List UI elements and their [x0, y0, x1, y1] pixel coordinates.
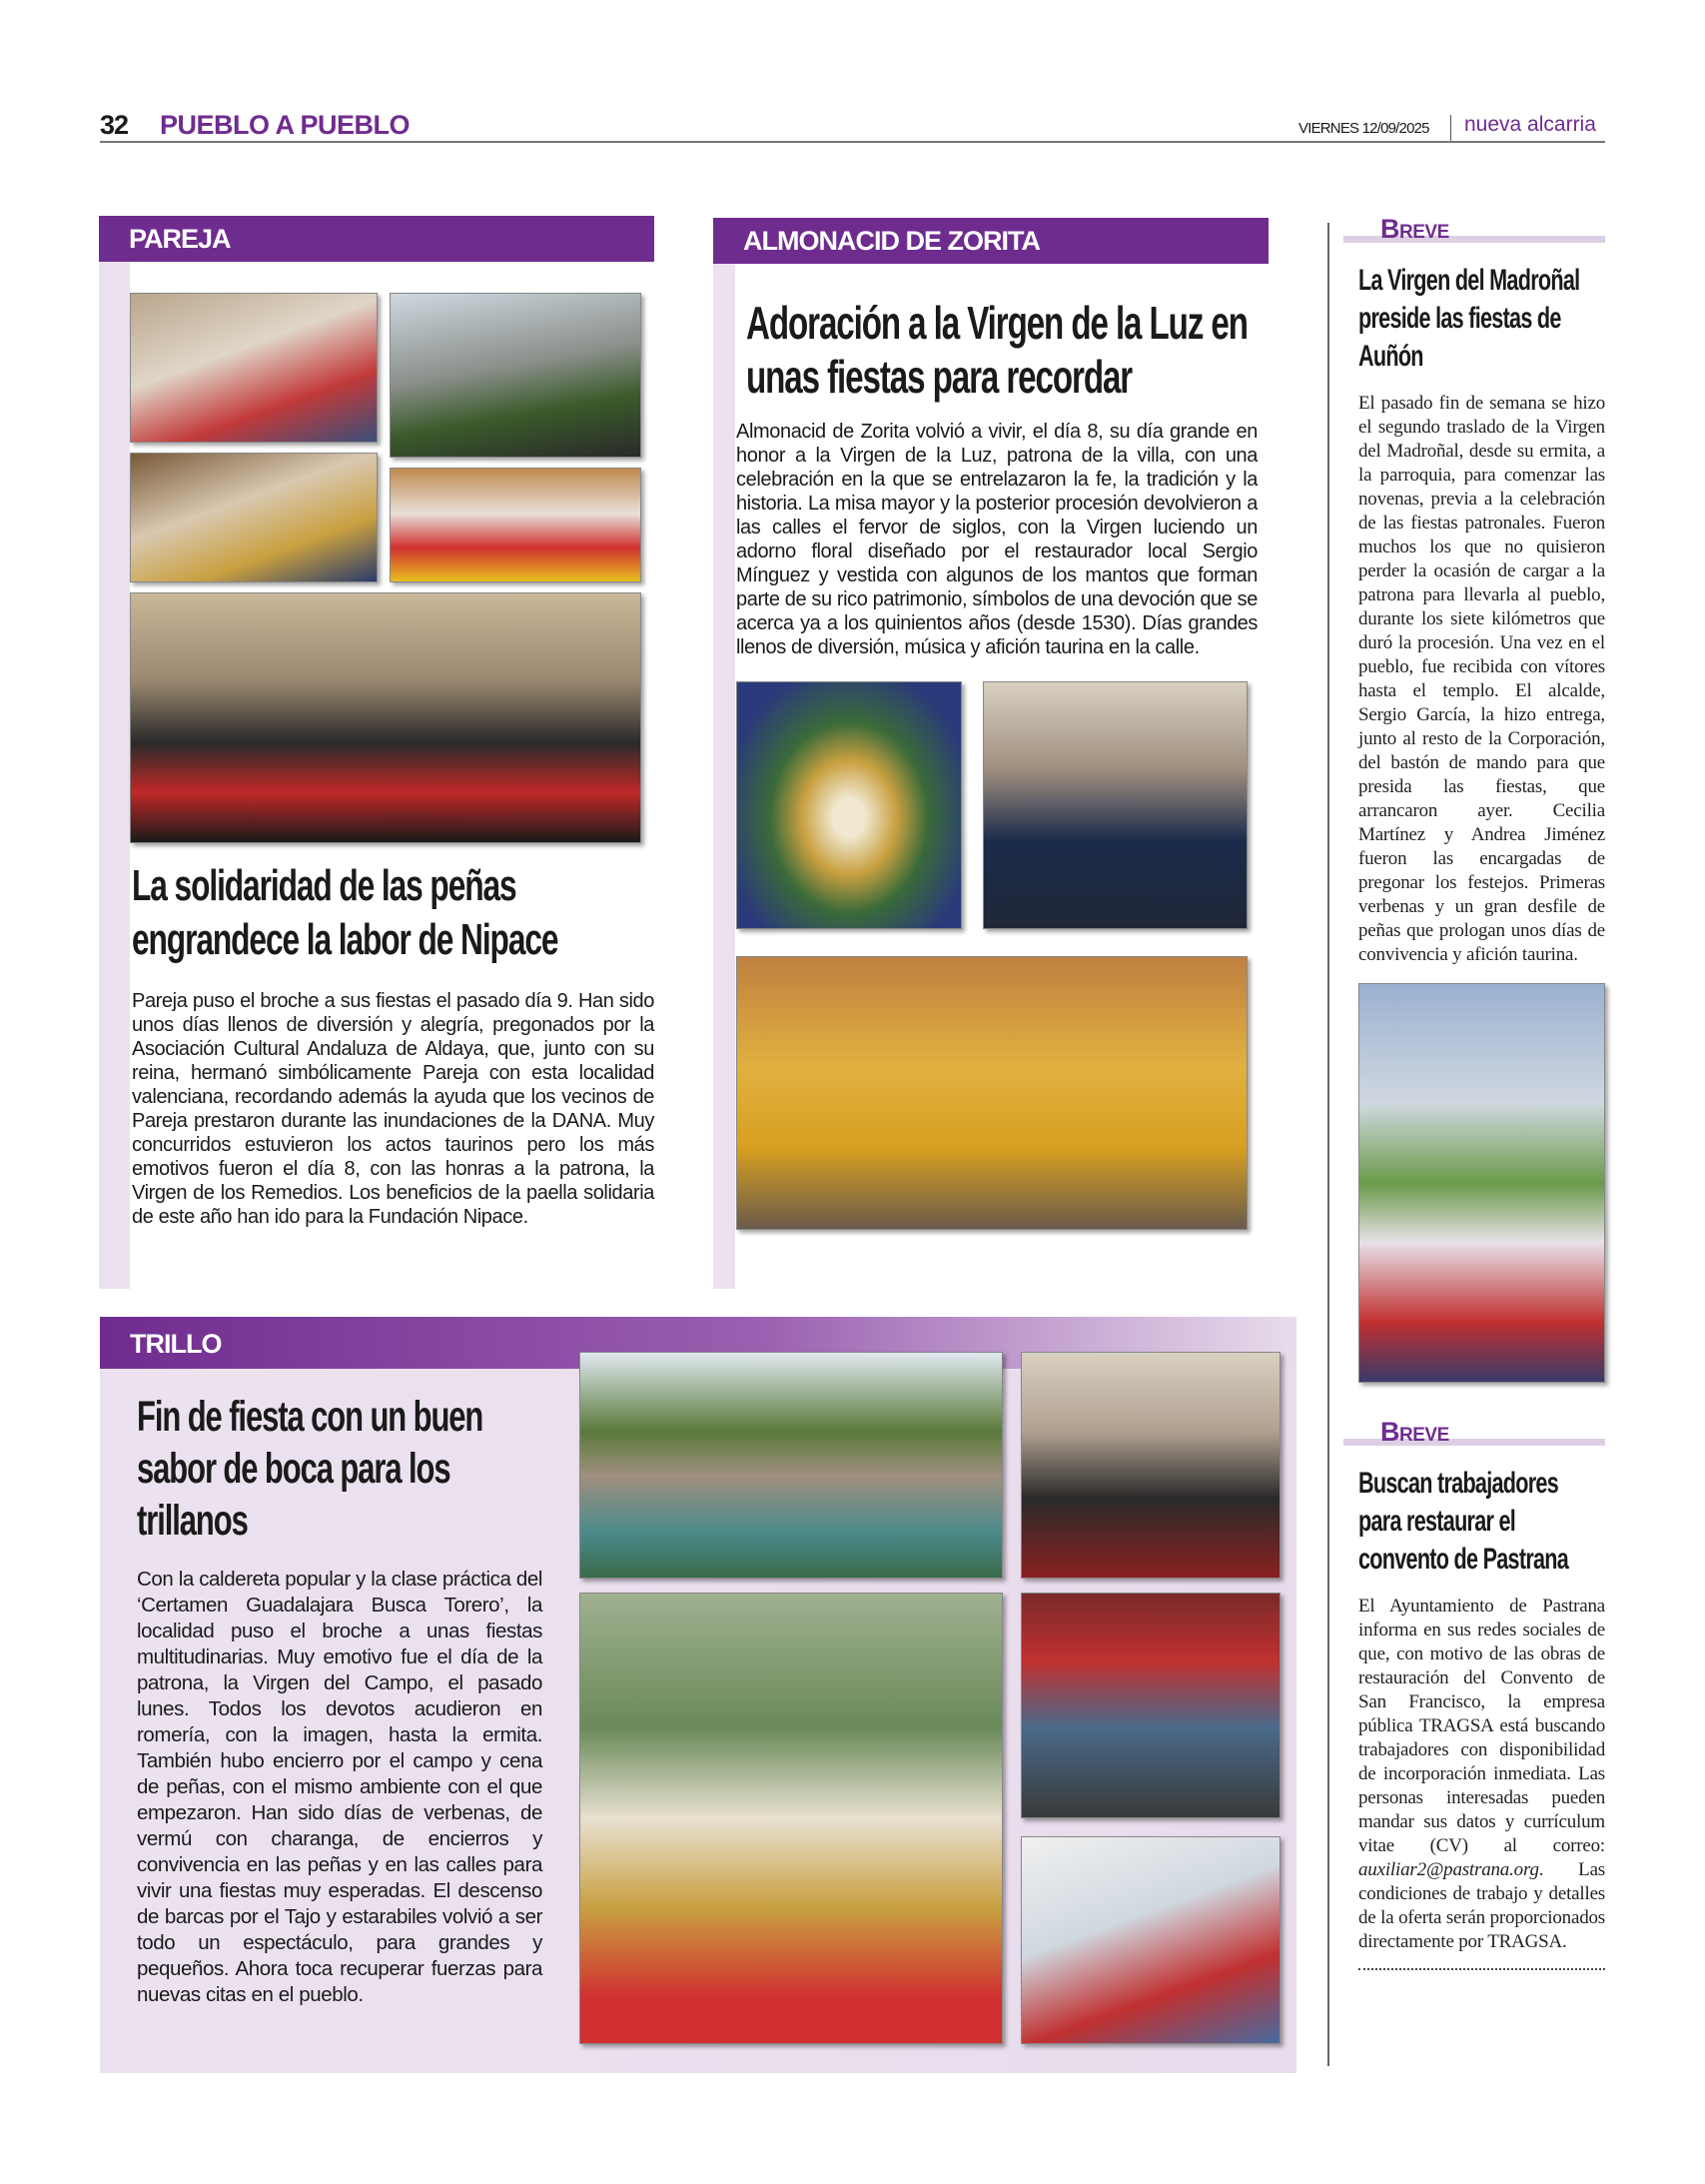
pareja-body: Pareja puso el broche a sus fiestas el pasado día 9. Han sido unos días llenos de diversión y alegría, pregonados por la Asociación Cultural Andaluza de Aldaya, que, junto con su reina, hermanó simbólicamente Pareja con esta localidad valenciana, recordando además la ayuda que los vecinos de Pareja prestaron durante las inundaciones de la DANA. Muy concurridos estuvieron los actos taurinos pero los más emotivos fueron el día 8, con las honras a la patrona, la Virgen de los Remedios. Los beneficios de la paella solidaria de este año han ido para la Fundación Nipace.: [132, 990, 654, 1228]
breve1-header: [1343, 214, 1605, 248]
almonacid-photo-pena: [983, 681, 1248, 929]
header-rule: [100, 141, 1605, 143]
pareja-photo-award: [130, 293, 378, 443]
breve2-label: Breve: [1380, 1417, 1449, 1447]
almonacid-photo-virgin: [736, 681, 962, 929]
trillo-section-bar: TRILLO: [130, 1329, 222, 1359]
trillo-photo-band: [1021, 1352, 1280, 1579]
almonacid-body: Almonacid de Zorita volvió a vivir, el día 8, su día grande en honor a la Virgen de la Luz, patrona de la villa, con una celebración en la que se entrelazaron la fe, la tradición y la historia. La misa mayor y la posterior procesión devolvieron a las calles el fervor de siglos, con la Virgen luciendo un adorno floral diseñado por el restaurador local Sergio Mínguez y vestida con algunos de los mantos que forman parte de su rico patrimonio, símbolos de una devoción que se acerca ya a los quinientos años (desde 1530). Días grandes llenos de diversión, música y afición taurina en la calle.: [736, 421, 1258, 658]
trillo-article: [137, 1391, 542, 2008]
pareja-photo-float: [390, 293, 641, 458]
breve-column: [1343, 214, 1605, 1970]
almonacid-photo-row: [736, 681, 1258, 929]
pareja-side-strip: [99, 262, 130, 1289]
breve2-header: [1343, 1417, 1605, 1451]
trillo-photo-costumes: [1021, 1593, 1280, 1818]
almonacid-photo-costumes: [736, 956, 1248, 1230]
breve1-photo-virgin: [1358, 983, 1605, 1383]
trillo-headline: Fin de fiesta con un buen sabor de boca para los trillanos: [137, 1393, 483, 1545]
breve2-body: [1358, 1595, 1605, 1954]
pareja-headline: La solidaridad de las peñas engrandece la labor de Nipace: [132, 861, 558, 964]
almonacid-article: [736, 296, 1258, 1230]
almonacid-headline: Adoración a la Virgen de la Luz en unas fiestas para recordar: [746, 297, 1248, 403]
breve2-headline: Buscan trabajadores para restaurar el convento de Pastrana: [1358, 1467, 1569, 1576]
breve1-body: El pasado fin de semana se hizo el segundo traslado de la Virgen del Madroñal, desde su ermita, a la parroquia, para comenzar las novenas, previa a la celebración de las fiestas patronales. Fueron muchos los que no quisieron perder la ocasión de cargar a la patrona para llevarla al pueblo, durante los siete kilómetros que duró la procesión. Una vez en el pueblo, fue recibida con vítores hasta el templo. El alcalde, Sergio García, la hizo entrega, junto al resto de la Corporación, del bastón de mando para que presida las fiestas, que arrancaron ayer. Cecilia Martínez y Andrea Jiménez fueron las encargadas de pregonar los festejos. Primeras verbenas y un gran desfile de peñas que prologan unos días de convivencia y afición taurina.: [1358, 393, 1605, 965]
breve2-body-text: El Ayuntamiento de Pastrana informa en sus redes sociales de que, con motivo de las obras de restauración del Convento de San Francisco, la empresa pública TRAGSA está buscando trabajadores con disponibilidad de incorporación inmediata. Las personas interesadas pueden mandar sus datos y currículum vitae (CV) al correo:: [1358, 1596, 1605, 1856]
breve2-body-end: . Las condiciones de trabajo y detalles de la oferta serán proporcionados directamente por TRAGSA.: [1358, 1859, 1605, 1952]
trillo-photo-procession: [579, 1593, 1003, 2044]
pareja-section-bar: PAREJA: [99, 216, 654, 262]
trillo-section: [100, 1317, 1296, 2073]
breve2-email: auxiliar2@pastrana.org: [1358, 1859, 1539, 1880]
breve1-label: Breve: [1380, 214, 1449, 244]
almonacid-section-bar: ALMONACID DE ZORITA: [713, 218, 1269, 264]
breve-end-rule: [1358, 1968, 1605, 1970]
newspaper-brand: nueva alcarria: [1464, 113, 1596, 136]
pareja-photo-group: [130, 592, 641, 843]
trillo-photo-river: [579, 1352, 1003, 1579]
trillo-body: Con la caldereta popular y la clase práctica del ‘Certamen Guadalajara Busca Torero’, la localidad puso el broche a unas fiestas multitudinarias. Muy emotivo fue el día de la patrona, la Virgen del Campo, el pasado lunes. Todos los devotos acudieron en romería, con la imagen, hasta la ermita. También hubo encierro por el campo y cena de peñas, con el mismo ambiente con el que empezaron. Han sido días de verbenas, de vermú con charanga, de encierros y convivencia en las peñas y en las calles para vivir una fiestas muy esperadas. El descenso de barcas por el Tajo y estarabiles volvió a ser todo un espectáculo, para grandes y pequeños. Ahora toca recuperar fuerzas para nuevas citas en el pueblo.: [137, 1568, 542, 2006]
header-separator: [1450, 115, 1451, 141]
pareja-photo-stage: [390, 468, 641, 582]
issue-date: VIERNES 12/09/2025: [1298, 120, 1429, 137]
almonacid-side-strip: [713, 264, 735, 1289]
pareja-photo-paella: [130, 453, 378, 582]
pareja-article: [132, 859, 654, 1229]
column-divider: [1327, 223, 1329, 2066]
trillo-photo-confetti: [1021, 1836, 1280, 2044]
page-number: 32: [100, 110, 129, 140]
breve1-headline: La Virgen del Madroñal preside las fiestas de Auñón: [1358, 264, 1580, 373]
section-title: PUEBLO A PUEBLO: [160, 110, 411, 140]
